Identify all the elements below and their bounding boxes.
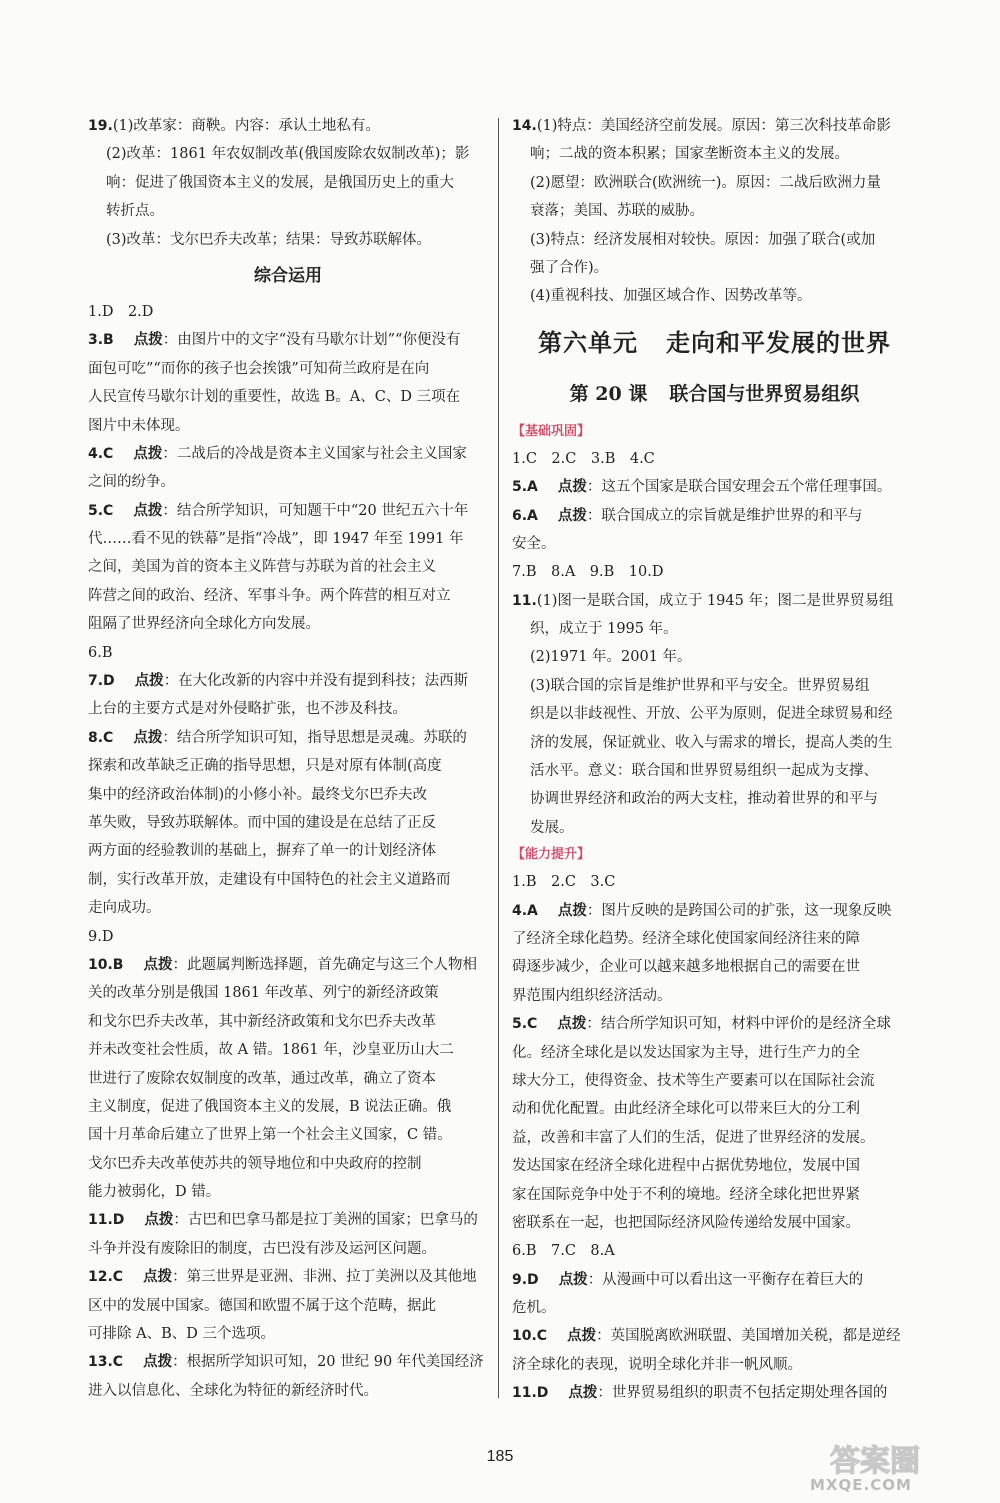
hint-label: 点拨 bbox=[568, 1384, 598, 1402]
answer-line: 6.B bbox=[88, 644, 113, 661]
question-number: 8.C bbox=[88, 729, 114, 746]
answer-6 bbox=[512, 502, 917, 530]
answer-text: 协调世界经济和政治的两大支柱，推动着世界的和平与 bbox=[530, 791, 878, 808]
question-number: 11.D bbox=[512, 1385, 549, 1402]
question-number: 9.D bbox=[512, 1271, 539, 1288]
answer-line: 7.B 8.A 9.B 10.D bbox=[512, 564, 664, 581]
question-number: 12.C bbox=[88, 1269, 124, 1286]
question-number: 5.A bbox=[512, 479, 538, 496]
answer-text: 界范围内组织经济活动。 bbox=[512, 987, 672, 1004]
answer-text: 人民宣传马歇尔计划的重要性，故选 B。A、C、D 三项在 bbox=[88, 389, 461, 406]
answer-text: 衰落；美国、苏联的威胁。 bbox=[530, 203, 704, 220]
answer-text: 斗争并没有废除旧的制度，古巴没有涉及运河区问题。 bbox=[88, 1240, 436, 1257]
answer-text: 能力被弱化，D 错。 bbox=[88, 1184, 221, 1201]
answer-text: 了经济全球化趋势。经济全球化使国家间经济往来的障 bbox=[512, 930, 860, 947]
answer-text: 发达国家在经济全球化进程中占据优势地位，发展中国 bbox=[512, 1158, 860, 1175]
answer-text: 家在国际竞争中处于不利的境地。经济全球化把世界紧 bbox=[512, 1186, 860, 1203]
answer-line: 1.D 2.D bbox=[88, 303, 154, 320]
answer-text: 图片中未体现。 bbox=[88, 417, 190, 434]
question-number: 6.A bbox=[512, 507, 538, 524]
answer-text: ：二战后的冷战是资本主义国家与社会主义国家 bbox=[162, 445, 467, 462]
watermark-text: MXQE.COM bbox=[810, 1476, 912, 1494]
unit-title bbox=[512, 317, 917, 369]
tag-ability: 【能力提升】 bbox=[512, 847, 591, 863]
answer-text: 织，成立于 1995 年。 bbox=[530, 621, 678, 638]
answer-text: 密联系在一起，也把国际经济风险传递给发展中国家。 bbox=[512, 1214, 860, 1231]
answer-10 bbox=[88, 951, 488, 979]
question-number: 3.B bbox=[88, 332, 114, 349]
answer-11 bbox=[512, 587, 917, 615]
answer-text: 碍逐步减少，企业可以越来越多地根据自己的需要在世 bbox=[512, 959, 860, 976]
answer-text: 上台的主要方式是对外侵略扩张，也不涉及科技。 bbox=[88, 701, 407, 718]
answer-text: ：古巴和巴拿马都是拉丁美洲的国家；巴拿马的 bbox=[173, 1212, 478, 1229]
answer-text: (2)愿望：欧洲联合(欧洲统一)。原因：二战后欧洲力量 bbox=[530, 174, 881, 191]
answer-text: (2)改革：1861 年农奴制改革(俄国废除农奴制改革)；影 bbox=[106, 146, 470, 163]
hint-label: 点拨 bbox=[557, 901, 587, 919]
answer-line: 1.C 2.C 3.B 4.C bbox=[512, 450, 655, 467]
answer-text: 集中的经济政治体制)的小修小补。最终戈尔巴乔夫改 bbox=[88, 786, 428, 803]
hint-label: 点拨 bbox=[144, 1211, 174, 1229]
section-title: 综合运用 bbox=[254, 265, 322, 286]
answer-5 bbox=[88, 497, 488, 525]
hint-label: 点拨 bbox=[567, 1327, 597, 1345]
answer-text: 之间的纷争。 bbox=[88, 474, 175, 491]
answer-text: 球大分工，使得资金、技术等生产要素可以在国际社会流 bbox=[512, 1072, 875, 1089]
page-number: 185 bbox=[486, 1448, 514, 1465]
answer-text: 探索和改革缺乏正确的指导思想，只是对原有体制(高度 bbox=[88, 758, 442, 775]
answer-text: ：世界贸易组织的职责不包括定期处理各国的 bbox=[597, 1385, 888, 1402]
answer-4 bbox=[88, 440, 488, 468]
answer-text: 国十月革命后建立了世界上第一个社会主义国家，C 错。 bbox=[88, 1127, 452, 1144]
right-column bbox=[512, 112, 917, 1408]
answer-text: (2)1971 年。2001 年。 bbox=[530, 649, 692, 666]
unit-number: 第六单元 bbox=[538, 328, 638, 357]
question-number: 11. bbox=[512, 592, 537, 609]
answer-text: 济全球化的表现，说明全球化并非一帆风顺。 bbox=[512, 1356, 802, 1373]
question-number: 7.D bbox=[88, 673, 115, 690]
lesson-name: 联合国与世界贸易组织 bbox=[669, 382, 860, 405]
hint-label: 点拨 bbox=[133, 501, 163, 519]
answer-text: 革失败，导致苏联解体。而中国的建设是在总结了正反 bbox=[88, 814, 436, 831]
answer-5 bbox=[512, 1010, 917, 1038]
answer-text: ：在大化改新的内容中并没有提到科技；法西斯 bbox=[163, 673, 469, 690]
answer-text: (3)联合国的宗旨是维护世界和平与安全。世界贸易组 bbox=[530, 677, 870, 694]
answer-text: 织是以非歧视性、开放、公平为原则，促进全球贸易和经 bbox=[530, 706, 893, 723]
answer-text: 益，改善和丰富了人们的生活，促进了世界经济的发展。 bbox=[512, 1129, 875, 1146]
answer-text: ：联合国成立的宗旨就是维护世界的和平与 bbox=[586, 507, 863, 524]
answer-text: ：从漫画中可以看出这一平衡存在着巨大的 bbox=[587, 1271, 864, 1288]
answer-text: 转折点。 bbox=[106, 203, 164, 220]
hint-label: 点拨 bbox=[133, 444, 163, 462]
answer-text: (3)改革：戈尔巴乔夫改革；结果：导致苏联解体。 bbox=[106, 231, 432, 248]
answer-text: ：图片反映的是跨国公司的扩张，这一现象反映 bbox=[586, 902, 892, 919]
answer-text: 可排除 A、B、D 三个选项。 bbox=[88, 1326, 275, 1343]
answer-text: 安全。 bbox=[512, 535, 556, 552]
answer-text: (1)改革家：商鞅。内容：承认土地私有。 bbox=[112, 118, 380, 134]
answer-11 bbox=[512, 1379, 917, 1407]
answer-text: 关的改革分别是俄国 1861 年改革、列宁的新经济政策 bbox=[88, 985, 439, 1002]
hint-label: 点拨 bbox=[134, 672, 164, 690]
answer-text: 并未改变社会性质，故 A 错。1861 年，沙皇亚历山大二 bbox=[88, 1042, 454, 1059]
hint-label: 点拨 bbox=[143, 1268, 173, 1286]
answer-text: 响；二战的资本积累；国家垄断资本主义的发展。 bbox=[530, 146, 849, 163]
watermark-logo-text: 答案圈 bbox=[830, 1444, 920, 1479]
answer-text: ：第三世界是亚洲、非洲、拉丁美洲以及其他地 bbox=[172, 1269, 477, 1286]
question-number: 10.B bbox=[88, 956, 124, 973]
hint-label: 点拨 bbox=[557, 1015, 587, 1033]
answer-text: ：英国脱离欧洲联盟、美国增加关税，都是逆经 bbox=[596, 1328, 901, 1345]
answer-text: 强了合作)。 bbox=[530, 259, 609, 276]
hint-label: 点拨 bbox=[143, 1353, 173, 1371]
unit-name: 走向和平发展的世界 bbox=[666, 328, 891, 357]
answer-text: 和戈尔巴乔夫改革，其中新经济政策和戈尔巴乔夫改革 bbox=[88, 1013, 436, 1030]
answer-text: (1)图一是联合国，成立于 1945 年；图二是世界贸易组 bbox=[536, 592, 894, 609]
lesson-number: 第 20 课 bbox=[569, 382, 648, 405]
question-number: 4.C bbox=[88, 445, 114, 462]
answer-text: 代……看不见的铁幕”是指“冷战”，即 1947 年至 1991 年 bbox=[88, 531, 464, 548]
answer-text: ：结合所学知识可知，材料中评价的是经济全球 bbox=[586, 1016, 891, 1033]
question-number: 14. bbox=[512, 118, 537, 134]
answer-9 bbox=[512, 1266, 917, 1294]
question-number: 10.C bbox=[512, 1328, 548, 1345]
answer-text: 区中的发展中国家。德国和欧盟不属于这个范畴，据此 bbox=[88, 1297, 436, 1314]
answer-text: 发展。 bbox=[530, 819, 574, 836]
answer-text: (1)特点：美国经济空前发展。原因：第三次科技革命影 bbox=[536, 118, 891, 134]
question-number: 11.D bbox=[88, 1212, 125, 1229]
answer-14-line bbox=[512, 112, 917, 140]
question-number: 5.C bbox=[512, 1016, 538, 1033]
answer-line: 9.D bbox=[88, 928, 114, 945]
question-number: 19. bbox=[88, 118, 113, 134]
answer-text: 两方面的经验教训的基础上，摒弃了单一的计划经济体 bbox=[88, 843, 436, 860]
answer-text: 化。经济全球化是以发达国家为主导，进行生产力的全 bbox=[512, 1044, 860, 1061]
left-column bbox=[88, 112, 488, 1405]
question-number: 5.C bbox=[88, 502, 114, 519]
answer-text: 世进行了废除农奴制度的改革，通过改革，确立了资本 bbox=[88, 1070, 436, 1087]
answer-4 bbox=[512, 897, 917, 925]
answer-text: 响：促进了俄国资本主义的发展，是俄国历史上的重大 bbox=[106, 174, 454, 191]
question-number: 4.A bbox=[512, 902, 538, 919]
answer-text: 制，实行改革开放，走建设有中国特色的社会主义道路而 bbox=[88, 871, 451, 888]
hint-label: 点拨 bbox=[133, 331, 163, 349]
answer-text: (4)重视科技、加强区域合作、因势改革等。 bbox=[530, 288, 812, 305]
answer-line: 1.B 2.C 3.C bbox=[512, 874, 616, 891]
answer-text: 主义制度，促进了俄国资本主义的发展，B 说法正确。俄 bbox=[88, 1098, 452, 1115]
hint-label: 点拨 bbox=[133, 728, 163, 746]
answer-7 bbox=[88, 667, 488, 695]
answer-text: ：由图片中的文字“没有马歇尔计划”“你便没有 bbox=[162, 332, 461, 349]
tag-basic: 【基础巩固】 bbox=[512, 423, 591, 439]
answer-text: 进入以信息化、全球化为特征的新经济时代。 bbox=[88, 1382, 378, 1399]
answer-12 bbox=[88, 1263, 488, 1291]
answer-11 bbox=[88, 1206, 488, 1234]
answer-text: ：这五个国家是联合国安理会五个常任理事国。 bbox=[586, 479, 892, 496]
answer-text: ：结合所学知识，可知题干中“20 世纪五六十年 bbox=[162, 502, 469, 519]
answer-text: (3)特点：经济发展相对较快。原因：加强了联合(或加 bbox=[530, 231, 876, 248]
question-number: 13.C bbox=[88, 1354, 124, 1371]
hint-label: 点拨 bbox=[558, 1270, 588, 1288]
lesson-title bbox=[512, 369, 917, 419]
answer-19-line bbox=[88, 112, 488, 140]
answer-8 bbox=[88, 724, 488, 752]
answer-text: 阻隔了世界经济向全球化方向发展。 bbox=[88, 616, 320, 633]
column-divider bbox=[498, 118, 499, 1398]
answer-13 bbox=[88, 1348, 488, 1376]
answer-text: 济的发展，保证就业、收入与需求的增长，提高人类的生 bbox=[530, 734, 893, 751]
hint-label: 点拨 bbox=[143, 955, 173, 973]
hint-label: 点拨 bbox=[557, 478, 587, 496]
answer-text: 动和优化配置。由此经济全球化可以带来巨大的分工利 bbox=[512, 1101, 860, 1118]
answer-line: 6.B 7.C 8.A bbox=[512, 1243, 615, 1260]
answer-10 bbox=[512, 1322, 917, 1350]
answer-text: 戈尔巴乔夫改革使苏共的领导地位和中央政府的控制 bbox=[88, 1155, 422, 1172]
answer-text: ：根据所学知识可知，20 世纪 90 年代美国经济 bbox=[172, 1354, 484, 1371]
answer-text: 面包可吃”“而你的孩子也会挨饿”可知荷兰政府是在向 bbox=[88, 360, 430, 377]
answer-3 bbox=[88, 326, 488, 354]
answer-text: 之间，美国为首的资本主义阵营与苏联为首的社会主义 bbox=[88, 559, 436, 576]
answer-5 bbox=[512, 473, 917, 501]
answer-text: 阵营之间的政治、经济、军事斗争。两个阵营的相互对立 bbox=[88, 587, 451, 604]
answer-text: ：结合所学知识可知，指导思想是灵魂。苏联的 bbox=[162, 729, 467, 746]
answer-text: 走向成功。 bbox=[88, 900, 161, 917]
answer-text: ：此题属判断选择题，首先确定与这三个人物相 bbox=[172, 956, 477, 973]
hint-label: 点拨 bbox=[557, 506, 587, 524]
answer-text: 活水平。意义：联合国和世界贸易组织一起成为支撑、 bbox=[530, 763, 878, 780]
answer-text: 危机。 bbox=[512, 1300, 556, 1317]
